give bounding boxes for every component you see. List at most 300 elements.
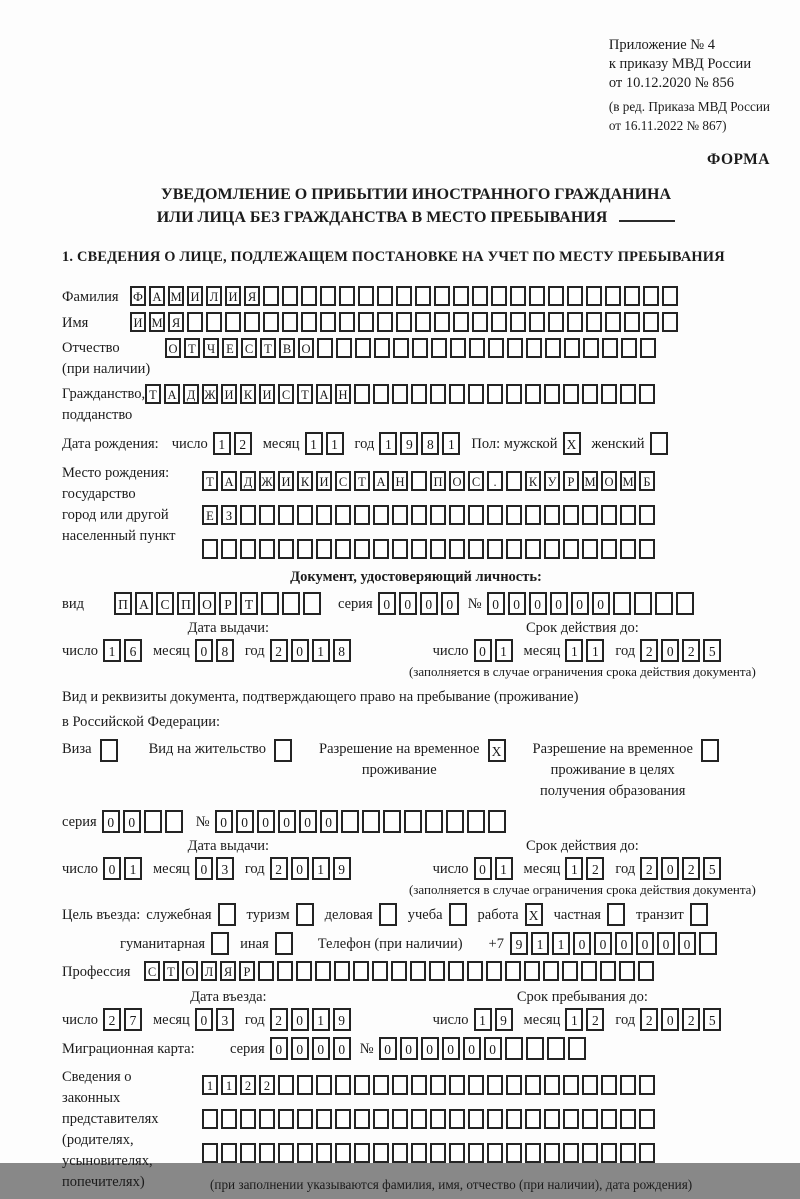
char-cell[interactable]: 2 [586,1008,604,1031]
char-cell[interactable] [354,384,370,404]
char-cell[interactable] [487,1075,503,1095]
char-cell[interactable]: 0 [195,639,213,662]
char-cell[interactable] [650,432,668,455]
char-cell[interactable]: 0 [421,1037,439,1060]
char-cell[interactable] [335,539,351,559]
char-cell[interactable]: 9 [510,932,528,955]
char-cell[interactable]: 0 [215,810,233,833]
char-cell[interactable]: М [149,312,165,332]
char-cell[interactable] [601,539,617,559]
char-cell[interactable] [602,338,618,358]
char-cell[interactable] [487,384,503,404]
char-cell[interactable]: 0 [661,1008,679,1031]
char-cell[interactable] [277,961,293,981]
char-cell[interactable] [676,592,694,615]
char-cell[interactable]: 1 [202,1075,218,1095]
char-cell[interactable]: 7 [124,1008,142,1031]
char-cell[interactable]: 1 [312,639,330,662]
char-cell[interactable] [506,1143,522,1163]
char-cell[interactable] [529,286,545,306]
char-cell[interactable]: 0 [484,1037,502,1060]
char-cell[interactable] [448,961,464,981]
char-cell[interactable] [317,338,333,358]
char-cell[interactable] [468,539,484,559]
char-cell[interactable] [202,1109,218,1129]
char-cell[interactable] [392,1075,408,1095]
char-cell[interactable]: Т [202,471,218,491]
char-cell[interactable]: П [430,471,446,491]
char-cell[interactable] [415,312,431,332]
char-cell[interactable] [620,1075,636,1095]
char-cell[interactable] [468,384,484,404]
char-cell[interactable] [543,961,559,981]
char-cell[interactable] [221,539,237,559]
char-cell[interactable]: 0 [291,857,309,880]
char-cell[interactable] [354,1143,370,1163]
char-cell[interactable] [335,505,351,525]
char-cell[interactable]: 5 [703,857,721,880]
char-cell[interactable] [430,505,446,525]
char-cell[interactable] [431,338,447,358]
char-cell[interactable]: 0 [594,932,612,955]
char-cell[interactable]: Н [335,384,351,404]
char-cell[interactable] [434,286,450,306]
char-cell[interactable]: 0 [270,1037,288,1060]
char-cell[interactable] [430,1143,446,1163]
char-cell[interactable]: X [563,432,581,455]
char-cell[interactable]: 1 [565,857,583,880]
char-cell[interactable]: 1 [531,932,549,955]
char-cell[interactable] [282,286,298,306]
char-cell[interactable] [662,312,678,332]
char-cell[interactable] [278,1109,294,1129]
char-cell[interactable]: 9 [400,432,418,455]
char-cell[interactable]: . [487,471,503,491]
char-cell[interactable]: Ж [259,471,275,491]
char-cell[interactable] [639,539,655,559]
char-cell[interactable] [544,539,560,559]
char-cell[interactable] [373,384,389,404]
char-cell[interactable]: 0 [573,932,591,955]
char-cell[interactable] [525,1143,541,1163]
char-cell[interactable] [487,1109,503,1129]
char-cell[interactable] [453,312,469,332]
char-cell[interactable] [335,1075,351,1095]
char-cell[interactable] [263,312,279,332]
char-cell[interactable]: К [525,471,541,491]
char-cell[interactable] [411,539,427,559]
char-cell[interactable] [396,286,412,306]
char-cell[interactable]: Е [202,505,218,525]
char-cell[interactable] [411,1075,427,1095]
char-cell[interactable]: С [468,471,484,491]
char-cell[interactable]: 0 [400,1037,418,1060]
char-cell[interactable] [218,903,236,926]
char-cell[interactable]: У [544,471,560,491]
char-cell[interactable] [525,505,541,525]
char-cell[interactable]: 2 [682,857,700,880]
char-cell[interactable] [377,286,393,306]
char-cell[interactable] [393,338,409,358]
char-cell[interactable] [320,312,336,332]
char-cell[interactable] [392,384,408,404]
char-cell[interactable]: Ч [203,338,219,358]
char-cell[interactable] [582,505,598,525]
char-cell[interactable]: 0 [103,857,121,880]
char-cell[interactable]: 0 [636,932,654,955]
char-cell[interactable]: 2 [240,1075,256,1095]
char-cell[interactable] [320,286,336,306]
char-cell[interactable] [450,338,466,358]
char-cell[interactable]: 0 [333,1037,351,1060]
char-cell[interactable] [379,903,397,926]
char-cell[interactable]: М [582,471,598,491]
char-cell[interactable]: Р [239,961,255,981]
char-cell[interactable] [316,505,332,525]
char-cell[interactable] [601,1143,617,1163]
char-cell[interactable] [620,1109,636,1129]
char-cell[interactable]: 2 [640,1008,658,1031]
char-cell[interactable]: 0 [378,592,396,615]
char-cell[interactable] [600,961,616,981]
char-cell[interactable] [434,312,450,332]
char-cell[interactable] [544,384,560,404]
char-cell[interactable] [221,1109,237,1129]
char-cell[interactable] [468,1109,484,1129]
char-cell[interactable] [525,1109,541,1129]
char-cell[interactable] [468,1143,484,1163]
char-cell[interactable] [690,903,708,926]
char-cell[interactable]: 0 [195,1008,213,1031]
char-cell[interactable]: 0 [299,810,317,833]
char-cell[interactable] [316,539,332,559]
char-cell[interactable] [373,1109,389,1129]
char-cell[interactable] [488,810,506,833]
char-cell[interactable] [563,384,579,404]
char-cell[interactable] [562,961,578,981]
char-cell[interactable] [529,312,545,332]
char-cell[interactable]: А [373,471,389,491]
char-cell[interactable] [634,592,652,615]
char-cell[interactable]: А [135,592,153,615]
char-cell[interactable] [548,312,564,332]
char-cell[interactable] [449,1075,465,1095]
char-cell[interactable] [202,1143,218,1163]
char-cell[interactable] [619,961,635,981]
char-cell[interactable]: 0 [379,1037,397,1060]
char-cell[interactable] [544,1109,560,1129]
char-cell[interactable]: 1 [312,1008,330,1031]
char-cell[interactable] [545,338,561,358]
char-cell[interactable]: Я [168,312,184,332]
char-cell[interactable] [468,505,484,525]
char-cell[interactable]: О [165,338,181,358]
char-cell[interactable] [353,961,369,981]
char-cell[interactable] [411,1143,427,1163]
char-cell[interactable] [335,1109,351,1129]
char-cell[interactable]: 2 [586,857,604,880]
char-cell[interactable]: Т [240,592,258,615]
char-cell[interactable] [412,338,428,358]
char-cell[interactable]: 9 [333,857,351,880]
char-cell[interactable]: Т [145,384,161,404]
char-cell[interactable] [582,539,598,559]
char-cell[interactable] [506,384,522,404]
char-cell[interactable]: 1 [379,432,397,455]
char-cell[interactable] [354,1075,370,1095]
char-cell[interactable] [259,539,275,559]
char-cell[interactable] [620,384,636,404]
char-cell[interactable] [296,903,314,926]
char-cell[interactable]: 9 [333,1008,351,1031]
char-cell[interactable]: 0 [102,810,120,833]
char-cell[interactable]: 1 [312,857,330,880]
char-cell[interactable] [621,338,637,358]
char-cell[interactable] [639,1075,655,1095]
char-cell[interactable]: 0 [529,592,547,615]
char-cell[interactable] [259,1143,275,1163]
char-cell[interactable] [525,539,541,559]
char-cell[interactable] [297,505,313,525]
char-cell[interactable] [563,505,579,525]
char-cell[interactable]: К [297,471,313,491]
char-cell[interactable] [392,539,408,559]
char-cell[interactable] [301,286,317,306]
char-cell[interactable] [358,312,374,332]
char-cell[interactable] [165,810,183,833]
char-cell[interactable]: М [620,471,636,491]
char-cell[interactable] [404,810,422,833]
char-cell[interactable] [544,1143,560,1163]
char-cell[interactable] [643,286,659,306]
char-cell[interactable] [506,1109,522,1129]
char-cell[interactable] [467,810,485,833]
char-cell[interactable] [564,338,580,358]
char-cell[interactable]: И [187,286,203,306]
char-cell[interactable] [639,505,655,525]
char-cell[interactable]: Д [183,384,199,404]
char-cell[interactable] [258,961,274,981]
char-cell[interactable]: А [221,471,237,491]
char-cell[interactable]: 0 [278,810,296,833]
char-cell[interactable] [487,539,503,559]
char-cell[interactable]: Ж [202,384,218,404]
char-cell[interactable] [282,592,300,615]
char-cell[interactable]: И [225,286,241,306]
char-cell[interactable] [278,1143,294,1163]
char-cell[interactable]: 0 [291,1008,309,1031]
char-cell[interactable] [491,312,507,332]
char-cell[interactable] [624,312,640,332]
char-cell[interactable]: 1 [586,639,604,662]
char-cell[interactable] [339,312,355,332]
char-cell[interactable]: X [525,903,543,926]
char-cell[interactable] [303,592,321,615]
char-cell[interactable] [486,961,502,981]
char-cell[interactable] [582,384,598,404]
char-cell[interactable] [567,312,583,332]
char-cell[interactable] [506,505,522,525]
char-cell[interactable]: Т [354,471,370,491]
char-cell[interactable] [261,592,279,615]
char-cell[interactable] [526,1037,544,1060]
char-cell[interactable] [297,539,313,559]
char-cell[interactable]: 0 [550,592,568,615]
char-cell[interactable] [601,505,617,525]
char-cell[interactable] [607,903,625,926]
char-cell[interactable] [472,312,488,332]
char-cell[interactable]: 9 [495,1008,513,1031]
char-cell[interactable]: К [240,384,256,404]
char-cell[interactable] [699,932,717,955]
char-cell[interactable]: Т [163,961,179,981]
char-cell[interactable] [506,539,522,559]
char-cell[interactable] [662,286,678,306]
char-cell[interactable]: 0 [441,592,459,615]
char-cell[interactable] [525,1075,541,1095]
char-cell[interactable]: 1 [552,932,570,955]
char-cell[interactable]: В [279,338,295,358]
char-cell[interactable] [430,384,446,404]
char-cell[interactable]: И [130,312,146,332]
char-cell[interactable]: 2 [270,857,288,880]
char-cell[interactable]: О [601,471,617,491]
char-cell[interactable]: Я [244,286,260,306]
char-cell[interactable] [563,1143,579,1163]
char-cell[interactable] [211,932,229,955]
char-cell[interactable]: 0 [592,592,610,615]
char-cell[interactable]: Н [392,471,408,491]
char-cell[interactable]: Ф [130,286,146,306]
char-cell[interactable] [339,286,355,306]
char-cell[interactable] [624,286,640,306]
char-cell[interactable]: Б [639,471,655,491]
char-cell[interactable]: 1 [474,1008,492,1031]
char-cell[interactable] [415,286,431,306]
char-cell[interactable] [411,505,427,525]
char-cell[interactable] [506,471,522,491]
char-cell[interactable]: 1 [565,639,583,662]
char-cell[interactable] [488,338,504,358]
char-cell[interactable]: 3 [216,1008,234,1031]
char-cell[interactable] [472,286,488,306]
char-cell[interactable] [620,539,636,559]
char-cell[interactable]: 1 [305,432,323,455]
char-cell[interactable]: И [259,384,275,404]
char-cell[interactable] [383,810,401,833]
char-cell[interactable]: С [278,384,294,404]
char-cell[interactable]: 0 [463,1037,481,1060]
char-cell[interactable]: 0 [195,857,213,880]
char-cell[interactable]: Л [206,286,222,306]
char-cell[interactable] [429,961,445,981]
char-cell[interactable] [469,338,485,358]
char-cell[interactable]: З [221,505,237,525]
char-cell[interactable]: 1 [124,857,142,880]
char-cell[interactable] [316,1109,332,1129]
char-cell[interactable]: 0 [420,592,438,615]
char-cell[interactable] [392,505,408,525]
char-cell[interactable]: 0 [474,857,492,880]
char-cell[interactable] [374,338,390,358]
char-cell[interactable] [282,312,298,332]
char-cell[interactable] [354,505,370,525]
char-cell[interactable] [449,1109,465,1129]
char-cell[interactable]: М [168,286,184,306]
char-cell[interactable] [225,312,241,332]
char-cell[interactable] [315,961,331,981]
char-cell[interactable] [582,1109,598,1129]
char-cell[interactable]: 1 [103,639,121,662]
char-cell[interactable] [507,338,523,358]
char-cell[interactable] [620,1143,636,1163]
char-cell[interactable] [341,810,359,833]
char-cell[interactable] [620,505,636,525]
char-cell[interactable]: П [114,592,132,615]
char-cell[interactable]: 8 [333,639,351,662]
char-cell[interactable]: 2 [270,639,288,662]
char-cell[interactable] [487,505,503,525]
char-cell[interactable] [316,1075,332,1095]
char-cell[interactable] [510,286,526,306]
char-cell[interactable] [301,312,317,332]
char-cell[interactable]: С [156,592,174,615]
char-cell[interactable]: 0 [291,1037,309,1060]
char-cell[interactable] [568,1037,586,1060]
char-cell[interactable] [601,1109,617,1129]
char-cell[interactable] [263,286,279,306]
char-cell[interactable]: И [221,384,237,404]
char-cell[interactable]: О [298,338,314,358]
char-cell[interactable] [525,384,541,404]
char-cell[interactable]: 0 [661,857,679,880]
char-cell[interactable] [411,384,427,404]
char-cell[interactable] [259,1109,275,1129]
char-cell[interactable]: Р [219,592,237,615]
char-cell[interactable] [449,505,465,525]
char-cell[interactable] [206,312,222,332]
char-cell[interactable] [581,961,597,981]
char-cell[interactable]: 0 [291,639,309,662]
char-cell[interactable]: 2 [103,1008,121,1031]
char-cell[interactable] [639,384,655,404]
char-cell[interactable]: О [182,961,198,981]
char-cell[interactable]: Т [184,338,200,358]
char-cell[interactable] [605,312,621,332]
char-cell[interactable]: 0 [236,810,254,833]
char-cell[interactable] [526,338,542,358]
char-cell[interactable]: 0 [661,639,679,662]
char-cell[interactable]: 0 [442,1037,460,1060]
char-cell[interactable] [358,286,374,306]
char-cell[interactable] [335,1143,351,1163]
char-cell[interactable] [372,961,388,981]
char-cell[interactable] [430,1109,446,1129]
char-cell[interactable] [605,286,621,306]
char-cell[interactable] [391,961,407,981]
char-cell[interactable] [487,1143,503,1163]
char-cell[interactable] [701,739,719,762]
char-cell[interactable]: А [316,384,332,404]
char-cell[interactable]: С [144,961,160,981]
char-cell[interactable] [297,1143,313,1163]
char-cell[interactable] [449,539,465,559]
char-cell[interactable] [446,810,464,833]
char-cell[interactable]: 0 [257,810,275,833]
char-cell[interactable] [411,471,427,491]
char-cell[interactable] [547,1037,565,1060]
char-cell[interactable]: Т [260,338,276,358]
